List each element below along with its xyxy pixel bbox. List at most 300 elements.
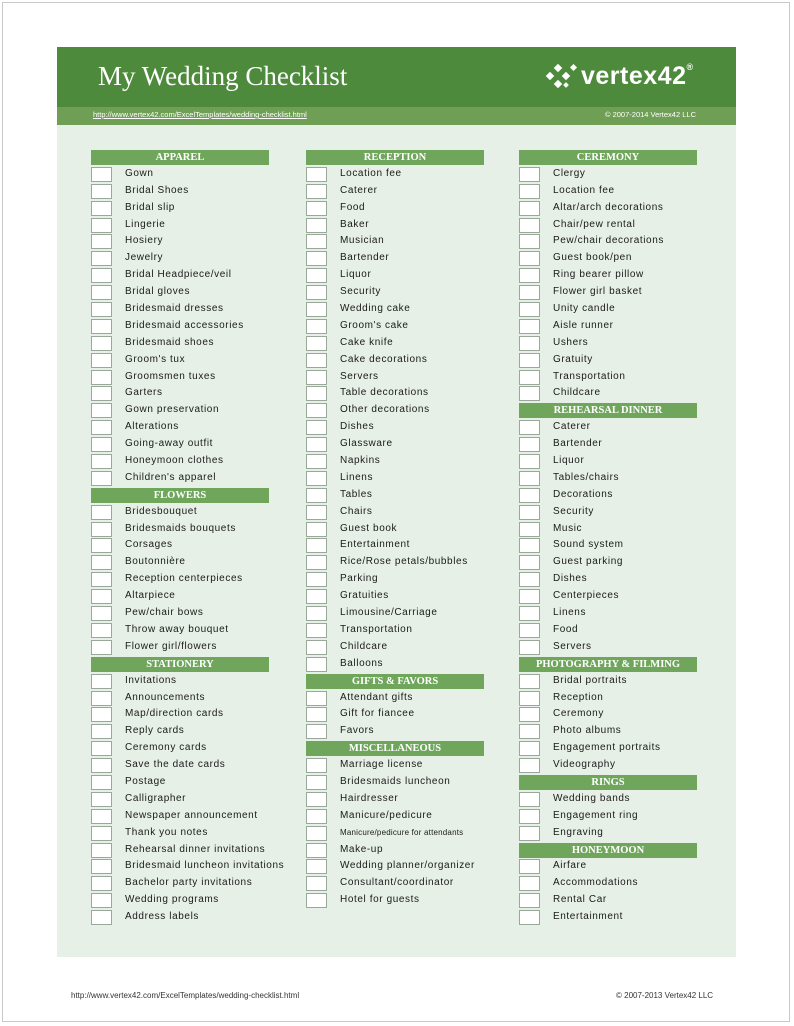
header-url-link[interactable]: http://www.vertex42.com/ExcelTemplates/wedding-checklist.html [93,110,307,119]
logo-text: vertex42® [581,62,694,90]
checklist-item [306,167,484,182]
item-label: Boutonnière [125,556,186,568]
item-label: Musician [340,235,385,247]
checklist-item [306,691,484,706]
item-checkbox[interactable] [306,167,327,182]
item-checkbox[interactable] [91,420,112,435]
item-label: Manicure/pedicure [340,809,433,821]
item-checkbox[interactable] [519,234,540,249]
item-label: Address labels [125,911,199,923]
item-label: Limousine/Carriage [340,607,438,619]
item-label: Wedding planner/organizer [340,860,475,872]
item-checkbox[interactable] [306,184,327,199]
item-label: Thank you notes [125,826,208,838]
item-checkbox[interactable] [306,893,327,908]
checklist-item [306,319,484,334]
item-label: Tables/chairs [553,471,620,483]
item-checkbox[interactable] [91,859,112,874]
item-checkbox[interactable] [519,420,540,435]
item-checkbox[interactable] [91,707,112,722]
checklist-item [306,234,484,249]
item-checkbox[interactable] [519,505,540,520]
item-label: Gratuity [553,353,593,365]
item-checkbox[interactable] [306,691,327,706]
item-label: Going-away outfit [125,438,214,450]
item-checkbox[interactable] [519,691,540,706]
item-checkbox[interactable] [91,910,112,925]
item-checkbox[interactable] [91,454,112,469]
checklist-item [91,201,269,216]
item-checkbox[interactable] [519,758,540,773]
item-checkbox[interactable] [306,218,327,233]
checklist-item [519,454,697,469]
item-checkbox[interactable] [91,522,112,537]
checklist-item [91,606,269,621]
item-label: Rental Car [553,894,607,906]
item-checkbox[interactable] [519,471,540,486]
checklist-item [306,859,484,874]
item-checkbox[interactable] [306,876,327,891]
checklist-item [306,218,484,233]
item-checkbox[interactable] [91,640,112,655]
checklist-item [519,910,697,925]
item-label: Alterations [125,421,179,433]
checklist-item [306,572,484,587]
item-label: Transportation [340,623,413,635]
checklist-item [306,454,484,469]
item-checkbox[interactable] [306,724,327,739]
section-header: REHEARSAL DINNER [519,403,697,418]
item-label: Calligrapher [125,792,187,804]
item-checkbox[interactable] [306,505,327,520]
item-checkbox[interactable] [91,437,112,452]
item-label: Ceremony [553,708,604,720]
checklist-item [91,775,269,790]
item-checkbox[interactable] [91,234,112,249]
item-checkbox[interactable] [306,758,327,773]
item-checkbox[interactable] [91,285,112,300]
section-header: MISCELLANEOUS [306,741,484,756]
item-checkbox[interactable] [91,606,112,621]
checklist-item [306,336,484,351]
item-checkbox[interactable] [91,555,112,570]
checklist-item [306,437,484,452]
section-header: APPAREL [91,150,269,165]
item-checkbox[interactable] [519,910,540,925]
item-checkbox[interactable] [519,370,540,385]
item-checkbox[interactable] [306,251,327,266]
checklist-item [519,691,697,706]
footer-url-link[interactable]: http://www.vertex42.com/ExcelTemplates/wedding-checklist.html [71,991,300,1000]
checklist-item [519,167,697,182]
checklist-item [91,826,269,841]
item-checkbox[interactable] [519,201,540,216]
item-checkbox[interactable] [306,589,327,604]
checklist-item [91,758,269,773]
item-label: Bridal Shoes [125,184,189,196]
item-checkbox[interactable] [306,302,327,317]
item-checkbox[interactable] [519,724,540,739]
item-checkbox[interactable] [91,353,112,368]
item-label: Wedding cake [340,303,411,315]
checklist-item [519,268,697,283]
item-checkbox[interactable] [306,809,327,824]
item-label: Unity candle [553,303,616,315]
checklist-item [519,640,697,655]
item-checkbox[interactable] [519,167,540,182]
checklist-item [519,285,697,300]
checklist-item [306,201,484,216]
item-label: Chair/pew rental [553,218,636,230]
item-label: Wedding bands [553,792,631,804]
item-checkbox[interactable] [306,234,327,249]
checklist-item [519,302,697,317]
item-checkbox[interactable] [519,893,540,908]
checklist-item [91,589,269,604]
item-checkbox[interactable] [519,386,540,401]
item-checkbox[interactable] [519,792,540,807]
item-label: Hairdresser [340,792,399,804]
item-checkbox[interactable] [519,674,540,689]
item-checkbox[interactable] [91,505,112,520]
checklist-item [519,386,697,401]
checklist-item [91,184,269,199]
item-checkbox[interactable] [91,809,112,824]
section-header: RECEPTION [306,150,484,165]
item-label: Caterer [553,421,591,433]
item-checkbox[interactable] [519,707,540,722]
item-label: Photo albums [553,725,622,737]
checklist-item [91,251,269,266]
item-checkbox[interactable] [306,606,327,621]
item-checkbox[interactable] [519,454,540,469]
checklist-item [91,522,269,537]
checklist-item [519,758,697,773]
checklist-item [306,876,484,891]
item-checkbox[interactable] [519,809,540,824]
item-checkbox[interactable] [91,370,112,385]
item-checkbox[interactable] [306,792,327,807]
item-label: Favors [340,725,375,737]
checklist-item [91,538,269,553]
checklist-item [91,454,269,469]
section-header: STATIONERY [91,657,269,672]
item-label: Bridal portraits [553,674,628,686]
vertex42-logo-icon [545,61,579,91]
item-label: Bridesmaids luncheon [340,775,451,787]
checklist-item [91,268,269,283]
item-checkbox[interactable] [91,741,112,756]
item-checkbox[interactable] [519,353,540,368]
item-label: Pew/chair bows [125,607,204,619]
item-checkbox[interactable] [306,522,327,537]
item-label: Throw away bouquet [125,623,229,635]
item-label: Napkins [340,455,381,467]
checklist-item [91,420,269,435]
item-label: Bridesmaid luncheon invitations [125,860,285,872]
item-checkbox[interactable] [519,589,540,604]
column-2 [306,150,484,910]
item-checkbox[interactable] [306,775,327,790]
item-checkbox[interactable] [91,724,112,739]
item-checkbox[interactable] [306,572,327,587]
item-label: Videography [553,759,616,771]
item-label: Transportation [553,370,626,382]
item-checkbox[interactable] [91,319,112,334]
item-checkbox[interactable] [519,538,540,553]
item-checkbox[interactable] [306,843,327,858]
item-label: Food [553,623,579,635]
footer-copyright: © 2007-2013 Vertex42 LLC [616,991,714,1000]
item-label: Music [553,522,583,534]
item-checkbox[interactable] [306,319,327,334]
item-label: Ushers [553,336,589,348]
item-checkbox[interactable] [306,640,327,655]
item-label: Reply cards [125,725,185,737]
item-checkbox[interactable] [306,420,327,435]
item-checkbox[interactable] [91,589,112,604]
item-checkbox[interactable] [91,876,112,891]
item-checkbox[interactable] [91,775,112,790]
checklist-item [519,792,697,807]
item-label: Glassware [340,438,393,450]
section-header: RINGS [519,775,697,790]
column-1 [91,150,285,927]
item-label: Gift for fiancee [340,708,415,720]
item-checkbox[interactable] [306,488,327,503]
item-label: Sound system [553,539,624,551]
checklist-item [91,370,269,385]
item-checkbox[interactable] [91,167,112,182]
item-checkbox[interactable] [91,691,112,706]
item-label: Security [340,286,381,298]
item-checkbox[interactable] [91,843,112,858]
checklist-item [519,606,697,621]
section-header: CEREMONY [519,150,697,165]
checklist-item [306,184,484,199]
item-checkbox[interactable] [519,572,540,587]
item-checkbox[interactable] [306,623,327,638]
checklist-item [306,724,484,739]
checklist-item [91,386,269,401]
item-label: Bachelor party invitations [125,877,253,889]
checklist-item [306,893,484,908]
item-checkbox[interactable] [306,538,327,553]
item-checkbox[interactable] [519,319,540,334]
item-checkbox[interactable] [91,302,112,317]
item-label: Bridesbouquet [125,505,198,517]
item-checkbox[interactable] [519,623,540,638]
item-label: Decorations [553,488,613,500]
item-checkbox[interactable] [519,606,540,621]
item-label: Servers [553,640,592,652]
checklist-item [91,674,269,689]
item-checkbox[interactable] [519,640,540,655]
item-checkbox[interactable] [519,555,540,570]
item-checkbox[interactable] [91,893,112,908]
item-label: Gown preservation [125,404,220,416]
checklist-item [306,792,484,807]
checklist-item [91,623,269,638]
item-checkbox[interactable] [519,218,540,233]
item-checkbox[interactable] [91,471,112,486]
item-checkbox[interactable] [519,336,540,351]
checklist-item [91,792,269,807]
item-checkbox[interactable] [91,538,112,553]
item-label: Groom's tux [125,353,186,365]
item-checkbox[interactable] [91,336,112,351]
item-label: Table decorations [340,387,429,399]
checklist-item [306,640,484,655]
checklist-sheet [57,47,736,957]
item-label: Guest parking [553,556,624,568]
item-checkbox[interactable] [91,184,112,199]
item-label: Engraving [553,826,604,838]
item-label: Baker [340,218,370,230]
checklist-item [519,218,697,233]
item-checkbox[interactable] [91,758,112,773]
item-label: Hosiery [125,235,164,247]
checklist-item [306,285,484,300]
item-checkbox[interactable] [91,623,112,638]
checklist-item [91,724,269,739]
item-checkbox[interactable] [519,184,540,199]
item-label: Gratuities [340,590,389,602]
item-label: Food [340,201,366,213]
item-label: Tables [340,488,373,500]
checklist-item [306,370,484,385]
item-checkbox[interactable] [91,268,112,283]
item-checkbox[interactable] [519,285,540,300]
checklist-item [306,623,484,638]
item-checkbox[interactable] [91,792,112,807]
checklist-item [91,893,269,908]
item-label: Flower girl/flowers [125,640,217,652]
item-checkbox[interactable] [306,859,327,874]
checklist-item [519,201,697,216]
checklist-item [91,910,269,925]
item-label: Newspaper announcement [125,809,258,821]
checklist-item [306,522,484,537]
item-label: Dishes [340,421,375,433]
checklist-item [91,437,269,452]
checklist-item [519,674,697,689]
item-checkbox[interactable] [519,826,540,841]
item-checkbox[interactable] [306,353,327,368]
item-checkbox[interactable] [306,201,327,216]
item-checkbox[interactable] [306,555,327,570]
item-checkbox[interactable] [519,876,540,891]
item-checkbox[interactable] [306,386,327,401]
item-checkbox[interactable] [91,572,112,587]
column-3 [519,150,697,927]
item-checkbox[interactable] [519,488,540,503]
item-checkbox[interactable] [306,403,327,418]
checklist-item [306,775,484,790]
item-checkbox[interactable] [306,268,327,283]
item-label: Pew/chair decorations [553,235,664,247]
checklist-item [91,876,269,891]
item-label: Linens [553,607,587,619]
item-label: Announcements [125,691,206,703]
item-checkbox[interactable] [519,437,540,452]
item-label: Cake knife [340,336,394,348]
item-checkbox[interactable] [91,386,112,401]
item-label: Location fee [340,167,402,179]
item-checkbox[interactable] [91,218,112,233]
item-label: Ring bearer pillow [553,269,644,281]
section-header: HONEYMOON [519,843,697,858]
item-checkbox[interactable] [519,268,540,283]
item-label: Make-up [340,843,384,855]
item-label: Reception [553,691,604,703]
item-label: Reception centerpieces [125,573,243,585]
checklist-item [91,809,269,824]
item-label: Corsages [125,539,173,551]
item-checkbox[interactable] [91,251,112,266]
checklist-item [519,876,697,891]
item-checkbox[interactable] [306,657,327,672]
item-label: Groomsmen tuxes [125,370,216,382]
checklist-item [306,589,484,604]
item-label: Parking [340,573,379,585]
item-label: Lingerie [125,218,166,230]
checklist-item [519,505,697,520]
checklist-item [306,488,484,503]
item-checkbox[interactable] [306,437,327,452]
item-checkbox[interactable] [306,471,327,486]
item-label: Other decorations [340,404,430,416]
item-checkbox[interactable] [91,826,112,841]
item-checkbox[interactable] [519,859,540,874]
item-checkbox[interactable] [306,285,327,300]
item-label: Save the date cards [125,759,226,771]
checklist-item [91,319,269,334]
item-checkbox[interactable] [519,302,540,317]
item-label: Entertainment [553,911,624,923]
item-label: Bridal slip [125,201,175,213]
item-checkbox[interactable] [519,251,540,266]
item-label: Bridesmaids bouquets [125,522,236,534]
item-checkbox[interactable] [519,741,540,756]
item-checkbox[interactable] [306,454,327,469]
item-label: Servers [340,370,379,382]
item-label: Bartender [553,438,603,450]
checklist-item [306,505,484,520]
checklist-item [519,707,697,722]
item-checkbox[interactable] [91,201,112,216]
checklist-item [519,809,697,824]
section-header: FLOWERS [91,488,269,503]
item-label: Attendant gifts [340,691,413,703]
item-checkbox[interactable] [306,336,327,351]
item-checkbox[interactable] [91,674,112,689]
checklist-item [91,640,269,655]
checklist-item [306,555,484,570]
checklist-item [306,707,484,722]
page-title: My Wedding Checklist [98,61,348,91]
item-checkbox[interactable] [91,403,112,418]
item-label: Invitations [125,674,177,686]
item-checkbox[interactable] [306,826,327,841]
checklist-item [91,505,269,520]
item-checkbox[interactable] [306,370,327,385]
item-label: Accommodations [553,877,639,889]
item-checkbox[interactable] [519,522,540,537]
item-checkbox[interactable] [306,707,327,722]
item-label: Caterer [340,184,378,196]
item-label: Linens [340,471,374,483]
